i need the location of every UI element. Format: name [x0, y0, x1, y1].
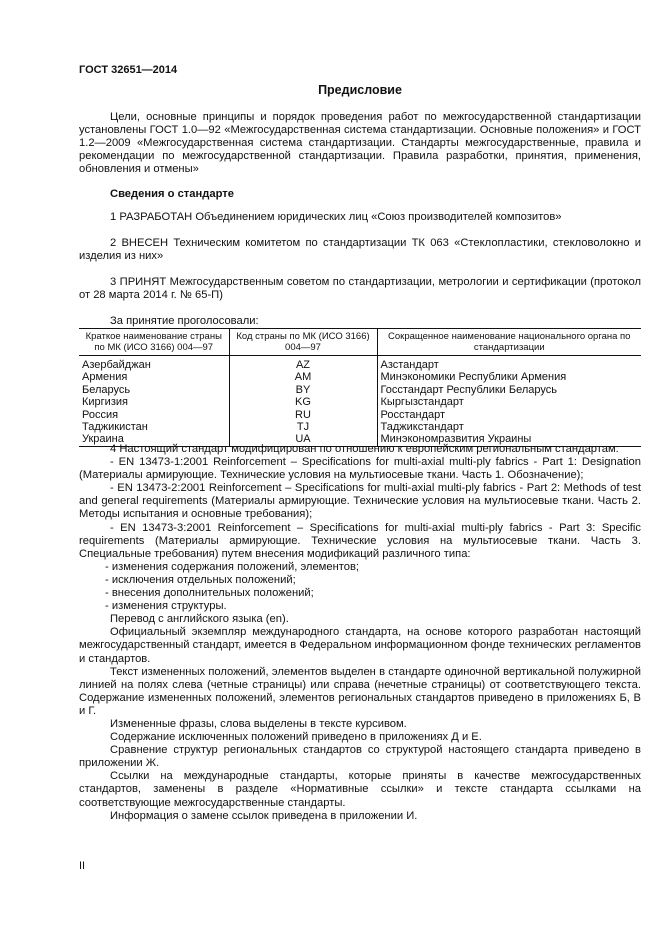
structure-note: Сравнение структур региональных стандартов со структурой настоящего стандарта приведено в приложении Ж.	[79, 744, 641, 770]
intro-paragraph: Цели, основные принципы и порядок проведения работ по межгосударственной стандартизации установлены ГОСТ 1.0—92 «Межгосударственная система стандартизации. Основные положения» и ГОСТ 1.2—2009 «Межгосударственная система стандартизации. Стандарты межгосударственные, правила и рекомендации по межгосударственной стандартизации. Правила разработки, принятия, применения, обновления и отмены»	[79, 111, 641, 176]
list-item: - изменения структуры.	[105, 600, 227, 613]
translation-note: Перевод с английского языка (en).	[110, 613, 289, 626]
table-header-authority: Сокращенное наименование национального органа по стандартизации	[377, 329, 641, 356]
page-title: Предисловие	[318, 83, 402, 97]
table-cell-authority: Кыргызстандарт	[380, 396, 464, 409]
table-header-country: Краткое наименование страны по МК (ИСО 3166) 004—97	[79, 329, 229, 356]
official-copy-note: Официальный экземпляр международного стандарта, на основе которого разработан настоящий межгосударственный стандарт, имеется в Федеральном информационном фонде технических регламентов и стандартов.	[79, 626, 641, 665]
list-item: - изменения содержания положений, элементов;	[105, 560, 360, 573]
table-row	[79, 396, 641, 408]
table-row	[79, 421, 641, 433]
table-row	[79, 371, 641, 383]
table-header-code: Код страны по МК (ИСО 3166) 004—97	[229, 329, 377, 356]
table-cell-authority: Минэкономики Республики Армения	[380, 371, 567, 384]
table-cell-authority: Госстандарт Республики Беларусь	[380, 383, 557, 396]
table-header-row	[79, 329, 641, 356]
table-cell-country: Украина	[79, 433, 229, 446]
section-heading: Сведения о стандарте	[110, 188, 234, 200]
voting-table-wrap	[79, 328, 641, 447]
table-cell-code: BY	[229, 384, 377, 396]
list-item: - внесения дополнительных положений;	[105, 587, 314, 600]
table-cell-authority: Таджикстандарт	[380, 421, 464, 434]
table-cell-country: Беларусь	[79, 384, 229, 396]
table-cell-code: KG	[229, 396, 377, 408]
table-cell-country: Россия	[79, 409, 229, 421]
table-cell-country: Армения	[79, 371, 229, 383]
table-cell-code: TJ	[229, 421, 377, 433]
references-note: Ссылки на международные стандарты, которые приняты в качестве межгосударственных стандартов, заменены в разделе «Нормативные ссылки» и тексте стандарта ссылками на соответствующие межгосударственные стандарты.	[79, 770, 641, 809]
table-cell-authority: Росстандарт	[380, 408, 446, 421]
item-3: 3 ПРИНЯТ Межгосударственным советом по стандартизации, метрологии и сертификации (протокол от 28 марта 2014 г. № 65-П)	[79, 276, 641, 302]
page-number: II	[79, 860, 86, 872]
changed-text-note: Текст измененных положений, элементов выделен в стандарте одиночной вертикальной полужирной линией на полях слева (четные страницы) или справа (нечетные страницы) от соответствующего текста. Содержание измененных положений, элементов региональных стандартов приведено в приложениях Б, В и Г.	[79, 665, 641, 717]
table-row	[79, 384, 641, 396]
voting-label: За принятие проголосовали:	[110, 315, 259, 327]
table-cell-country: Азербайджан	[79, 356, 229, 372]
table-cell-country: Киргизия	[79, 396, 229, 408]
table-cell-authority: Азстандарт	[380, 359, 439, 371]
list-item: - исключения отдельных положений;	[105, 573, 296, 586]
table-cell-code: AZ	[229, 356, 377, 372]
table-cell-code: AM	[229, 371, 377, 383]
replacement-note: Информация о замене ссылок приведена в приложении И.	[110, 809, 418, 822]
table-cell-authority: Минэкономразвития Украины	[377, 433, 641, 446]
document-header: ГОСТ 32651—2014	[79, 64, 178, 76]
item-4: 4 Настоящий стандарт модифицирован по отношению к европейским региональным стандартам: - EN 13473-1:2001 Reinforcement – Specifications for multi-axial multi-ply fabrics - Part 1: Designation (Материалы армирующие. Технические условия на мультиосевые ткани. Часть 1. Обозначение); - EN 13473-2:2001 Reinforcement – Specifications for multi-axial multi-ply fabrics - Part 2: Methods of test and general requirements (Материалы армирующие. Технические условия на мультиосевые ткани. Часть 2. Методы испытания и основные требования); - EN 13473-3:2001 Reinforcement – Specifications for multi-axial multi-ply fabrics - Part 3: Specific requirements (Материалы армирующие. Технические условия на мультиосевые ткани. Часть 3. Специальные требования) путем внесения модификаций различного типа: - изменения содержания положений, элементов; - исключения отдельных положений; - внесения дополнительных положений; - изменения структуры. Перевод с английского языка (en). Официальный экземпляр международного стандарта, на основе которого разработан настоящий межгосударственный стандарт, имеется в Федеральном информационном фонде технических регламентов и стандартов. Текст измененных положений, элементов выделен в стандарте одиночной вертикальной полужирной линией на полях слева (четные страницы) или справа (нечетные страницы) от соответствующего текста. Содержание измененных положений, элементов региональных стандартов приведено в приложениях Б, В и Г. Измененные фразы, слова выделены в тексте курсивом. Содержание исключенных положений приведено в приложениях Д и Е. Сравнение структур региональных стандартов со структурой настоящего стандарта приведено в приложении Ж. Ссылки на международные стандарты, которые приняты в качестве межгосударственных стандартов, заменены в разделе «Нормативные ссылки» и тексте стандарта ссылками на соответствующие межгосударственные стандарты. Информация о замене ссылок приведена в приложении И.	[79, 443, 641, 822]
item-2: 2 ВНЕСЕН Техническим комитетом по стандартизации ТК 063 «Стеклопластики, стекловолокно и изделия из них»	[79, 237, 641, 263]
excluded-note: Содержание исключенных положений приведено в приложениях Д и Е.	[110, 731, 482, 744]
voting-table	[79, 328, 641, 447]
table-cell-country: Таджикистан	[79, 421, 229, 433]
table-cell-code: RU	[229, 409, 377, 421]
table-cell-code: UA	[229, 433, 377, 446]
italic-note: Измененные фразы, слова выделены в тексте курсивом.	[110, 717, 407, 730]
table-row	[79, 356, 641, 372]
table-row	[79, 409, 641, 421]
item-1: 1 РАЗРАБОТАН Объединением юридических лиц «Союз производителей композитов»	[110, 211, 562, 223]
